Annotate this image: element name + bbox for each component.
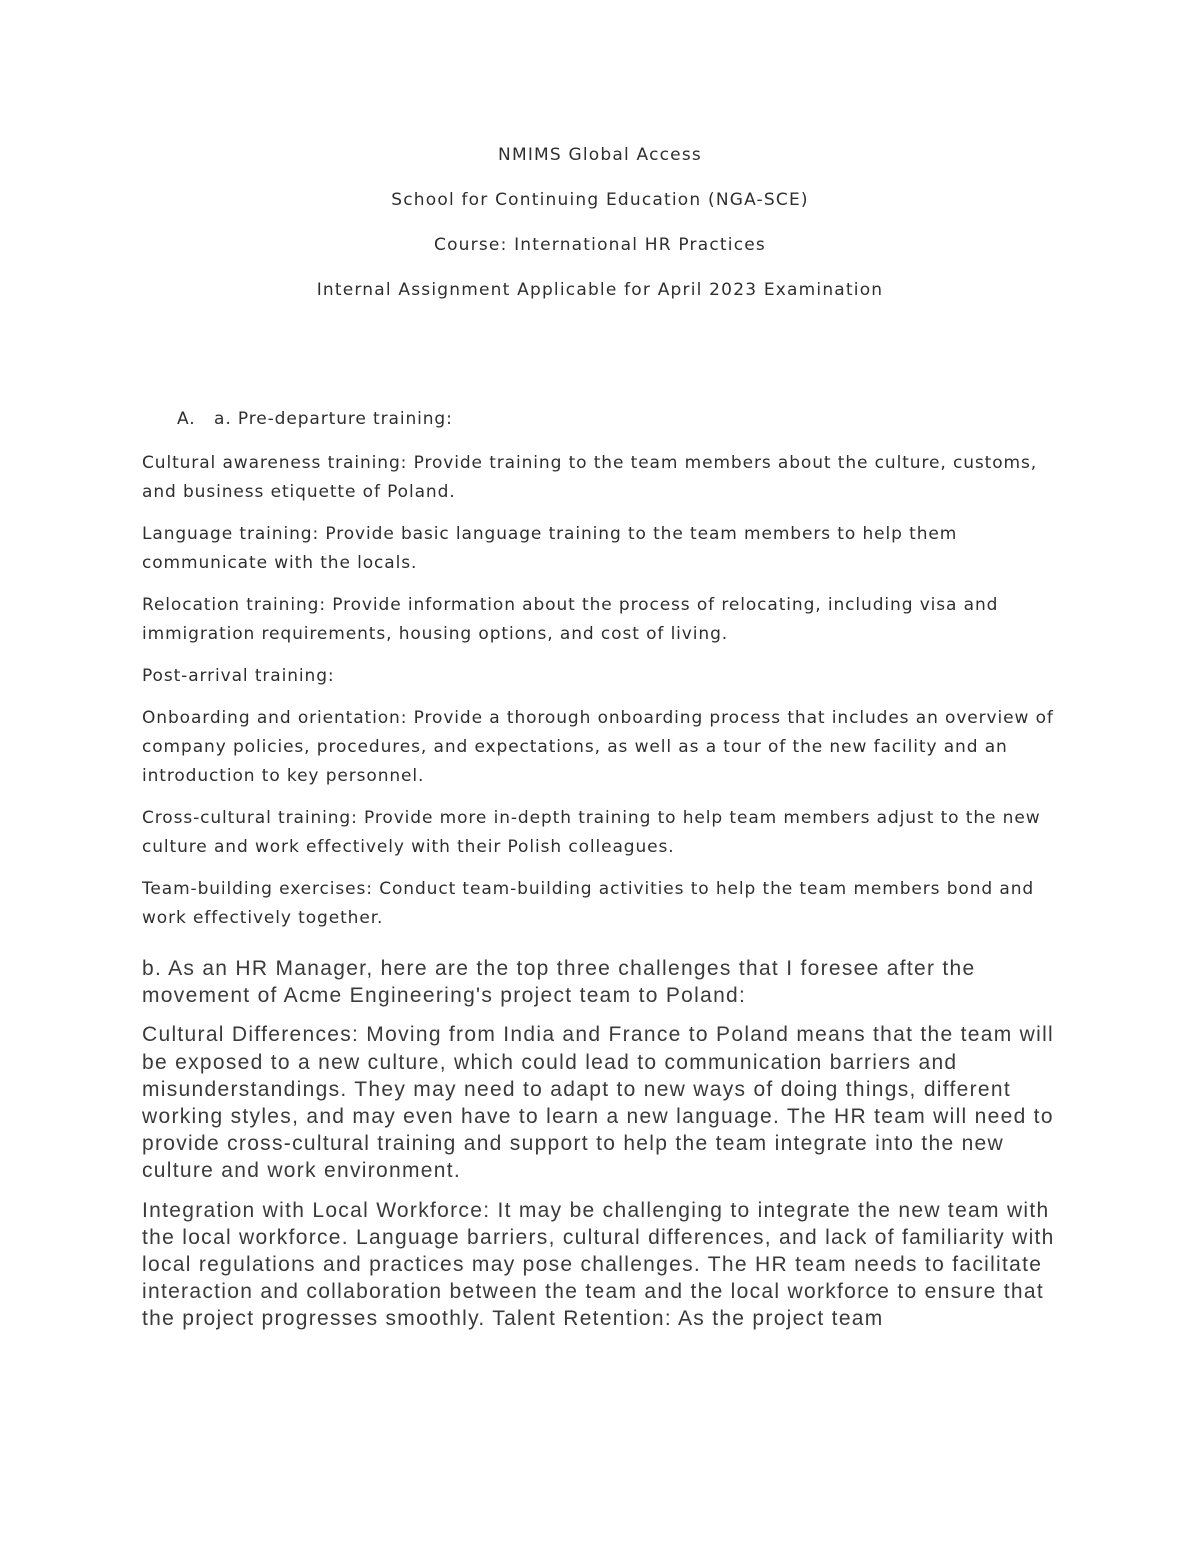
- paragraph-cross-cultural: Cross-cultural training: Provide more in-depth training to help team members adjust to the new culture and work effectively with their Polish colleagues.: [142, 808, 1041, 857]
- paragraph-team-building: Team-building exercises: Conduct team-building activities to help the team members bond and work effectively together.: [142, 879, 1035, 928]
- institution-name: NMIMS Global Access: [498, 145, 702, 165]
- paragraph-language-training: Language training: Provide basic language training to the team members to help them communicate with the locals.: [142, 524, 958, 573]
- school-name: School for Continuing Education (NGA-SCE): [391, 190, 809, 210]
- section-a-heading: [142, 404, 1062, 434]
- paragraph-challenges-intro: b. As an HR Manager, here are the top three challenges that I foresee after the movement of Acme Engineering's project team to Poland:: [142, 957, 976, 1008]
- paragraph-post-arrival: Post-arrival training:: [142, 666, 335, 686]
- list-marker: A.: [177, 409, 196, 429]
- paragraph-onboarding: Onboarding and orientation: Provide a thorough onboarding process that includes an overview of company policies, procedures, and expectations, as well as a tour of the new facility and an introduction to key personnel.: [142, 708, 1054, 786]
- document-header: [0, 140, 1200, 320]
- section-b: [142, 955, 1072, 1345]
- paragraph-integration-local: Integration with Local Workforce: It may be challenging to integrate the new team with the local workforce. Language barriers, cultural differences, and lack of familiarity with local regulations and practices may pose challenges. The HR team needs to facilitate interaction and collaboration between the team and the local workforce to ensure that the project progresses smoothly. Talent Retention: As the project team: [142, 1198, 1055, 1331]
- course-name: Course: International HR Practices: [434, 235, 766, 255]
- paragraph-cultural-awareness: Cultural awareness training: Provide training to the team members about the culture, customs, and business etiquette of Poland.: [142, 453, 1038, 502]
- paragraph-relocation-training: Relocation training: Provide information about the process of relocating, including visa and immigration requirements, housing options, and cost of living.: [142, 595, 999, 644]
- assignment-title: Internal Assignment Applicable for April 2023 Examination: [316, 280, 884, 300]
- section-a: [142, 404, 1062, 946]
- pre-departure-heading: a. Pre-departure training:: [214, 409, 453, 429]
- paragraph-cultural-differences: Cultural Differences: Moving from India and France to Poland means that the team will be exposed to a new culture, which could lead to communication barriers and misunderstandings. They may need to adapt to new ways of doing things, different working styles, and may even have to learn a new language. The HR team will need to provide cross-cultural training and support to help the team integrate into the new culture and work environment.: [142, 1023, 1055, 1183]
